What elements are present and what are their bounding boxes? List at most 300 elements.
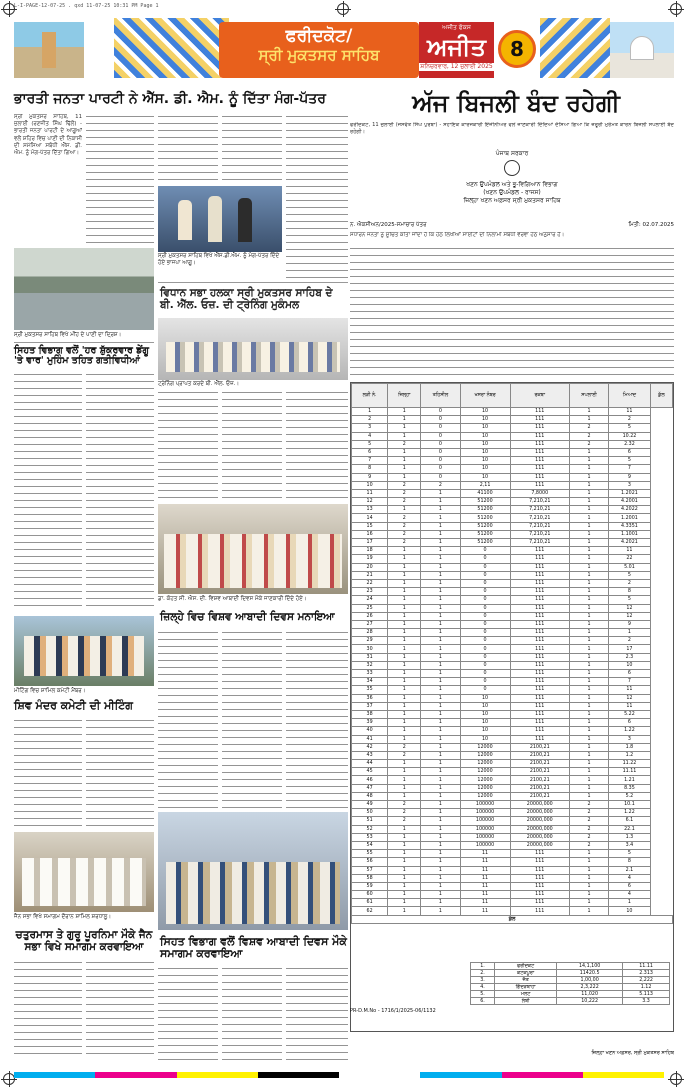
table-cell: 17 — [609, 645, 651, 653]
article-body — [286, 630, 348, 810]
table-cell: 20000,000 — [510, 841, 569, 849]
table-cell: 1 — [421, 489, 460, 497]
table-row — [352, 588, 673, 596]
table-cell: 0 — [421, 473, 460, 481]
table-cell: 1 — [388, 694, 421, 702]
table-cell: 1 — [421, 882, 460, 890]
table-cell: 111 — [510, 620, 569, 628]
table-cell: 1 — [388, 424, 421, 432]
table-cell: 0 — [460, 645, 510, 653]
table-row — [352, 866, 673, 874]
table-cell: 1 — [421, 719, 460, 727]
table-row — [352, 743, 673, 751]
table-cell: 111 — [510, 457, 569, 465]
table-row — [352, 489, 673, 497]
table-cell: 2 — [569, 432, 608, 440]
table-cell: 111 — [510, 473, 569, 481]
table-cell: 2 — [609, 579, 651, 587]
table-cell: 111 — [510, 579, 569, 587]
table-cell: 1 — [421, 727, 460, 735]
table-row — [352, 416, 673, 424]
table-cell: 2 — [388, 522, 421, 530]
table-cell: 1 — [388, 629, 421, 637]
table-cell: 1 — [421, 571, 460, 579]
table-header-row — [352, 384, 673, 408]
table-row — [352, 506, 673, 514]
table-cell: 1 — [569, 579, 608, 587]
masthead-pattern — [540, 18, 610, 78]
table-cell: 111 — [510, 555, 569, 563]
photo-caption: ਡਾ. ਕੋਹਤ ਸੀ. ਐਸ. ਦੀ. ਵਿਸ਼ਵ ਆਬਾਦੀ ਦਿਵਸ ਮੌਕੇ ਜਾਣਕਾਰੀ ਦਿੰਦੇ ਹੋਏ। — [158, 596, 307, 602]
table-cell: 1 — [569, 588, 608, 596]
color-calibration-bar — [14, 1072, 664, 1078]
table-cell: 1 — [388, 760, 421, 768]
table-row — [352, 629, 673, 637]
table-cell: 1 — [388, 620, 421, 628]
table-cell: 17 — [352, 539, 388, 547]
table-row — [352, 522, 673, 530]
table-cell: 1.1001 — [609, 530, 651, 538]
table-row — [352, 858, 673, 866]
table-cell: 1 — [569, 465, 608, 473]
table-cell: 1 — [569, 776, 608, 784]
table-cell: 1 — [421, 604, 460, 612]
table-cell: 1 — [569, 629, 608, 637]
table-cell: 11 — [460, 899, 510, 907]
summary-cell: 14,1,100 — [557, 963, 623, 970]
table-cell: 111 — [510, 547, 569, 555]
table-cell: 10.1 — [609, 801, 651, 809]
table-cell: 1.2 — [609, 751, 651, 759]
table-cell: 1 — [388, 678, 421, 686]
table-cell: 1 — [421, 801, 460, 809]
table-cell: 111 — [510, 440, 569, 448]
divider — [14, 342, 154, 343]
table-cell: 1 — [388, 473, 421, 481]
table-row — [352, 686, 673, 694]
table-cell: 12 — [609, 612, 651, 620]
table-cell: 44 — [352, 760, 388, 768]
table-cell: 100000 — [460, 817, 510, 825]
table-cell: 10 — [460, 440, 510, 448]
article-body — [158, 390, 218, 502]
article-body: ਸ੍ਰੀ ਮੁਕਤਸਰ ਸਾਹਿਬ, 11 ਜੁਲਾਈ (ਰਣਜੀਤ ਸਿੰਘ ਢਿੱਲੋਂ) - ਭਾਰਤੀ ਜਨਤਾ ਪਾਰਟੀ ਦੇ ਆਗੂਆਂ ਵਲੋਂ ਸ਼ਹਿਰ ਵਿਚ ਪਾਣੀ ਦੀ ਨਿਕਾਸੀ ਦੀ ਸਮੱਸਿਆ ਸਬੰਧੀ ਐੱਸ. ਡੀ. ਐਮ. ਨੂੰ ਮੰਗ-ਪੱਤਰ ਦਿੱਤਾ ਗਿਆ। — [14, 114, 82, 157]
table-cell: 2 — [569, 841, 608, 849]
table-cell: 1 — [388, 768, 421, 776]
table-cell: 1 — [388, 596, 421, 604]
table-cell: 2 — [388, 817, 421, 825]
table-cell: 6 — [609, 448, 651, 456]
article-body — [14, 718, 82, 826]
footer-signatory: ਜ਼ਿਲ੍ਹਾ ਖਣਨ ਅਫ਼ਸਰ, ਸ੍ਰੀ ਮੁਕਤਸਰ ਸਾਹਿਬ — [591, 1050, 674, 1056]
table-cell: 1 — [569, 448, 608, 456]
summary-cell: 2,3,222 — [557, 984, 623, 991]
photo-waterlogging — [14, 248, 154, 330]
table-cell: 1 — [421, 743, 460, 751]
article-body — [86, 372, 154, 610]
table-cell: 6 — [352, 448, 388, 456]
table-cell: 1 — [569, 522, 608, 530]
table-cell: 1 — [421, 661, 460, 669]
paper-logo — [419, 22, 494, 78]
table-cell: 111 — [510, 432, 569, 440]
table-cell: 2100,21 — [510, 768, 569, 776]
table-row — [352, 768, 673, 776]
notice-date: ਮਿਤੀ: 02.07.2025 — [628, 222, 674, 228]
table-cell: 2 — [388, 743, 421, 751]
table-cell: 111 — [510, 604, 569, 612]
table-cell: 1 — [388, 506, 421, 514]
table-cell: 0 — [460, 670, 510, 678]
table-header-cell: ਰਕਬਾ — [510, 384, 569, 408]
table-cell: 1 — [421, 670, 460, 678]
table-cell: 1 — [421, 792, 460, 800]
edition-line2: ਸ੍ਰੀ ਮੁਕਤਸਰ ਸਾਹਿਬ — [258, 46, 380, 64]
table-cell: 1.21 — [609, 776, 651, 784]
table-cell: 1 — [569, 751, 608, 759]
headline-jain: ਚਤੁਰਮਾਸ ਤੇ ਗੁਰੂ ਪੂਰਨਿਮਾ ਮੌਕੇ ਜੈਨ ਸਭਾ ਵਿਖੇ ਸਮਾਗਮ ਕਰਵਾਇਆ — [15, 929, 153, 953]
headline-health-population: ਸਿਹਤ ਵਿਭਾਗ ਵਲੋਂ ਵਿਸ਼ਵ ਆਬਾਦੀ ਦਿਵਸ ਮੌਕੇ ਸਮਾਗਮ ਕਰਵਾਇਆ — [160, 935, 347, 961]
table-cell: 2100,21 — [510, 792, 569, 800]
table-cell: 111 — [510, 907, 569, 915]
table-cell: 1 — [388, 448, 421, 456]
summary-cell: 2,222 — [623, 977, 670, 984]
table-cell: 2 — [569, 809, 608, 817]
table-cell: 11 — [460, 850, 510, 858]
table-cell: 10 — [460, 719, 510, 727]
table-cell: 51200 — [460, 522, 510, 530]
table-cell: 2,11 — [460, 481, 510, 489]
table-cell: 3.4 — [609, 841, 651, 849]
summary-cell: 11420.5 — [557, 970, 623, 977]
table-cell: 12 — [352, 498, 388, 506]
table-cell: 2 — [388, 481, 421, 489]
table-row — [352, 850, 673, 858]
photo-bjp-memorandum — [158, 186, 282, 252]
table-cell: 7,210,21 — [510, 539, 569, 547]
paper-name: ਅਜੀਤ — [427, 33, 486, 61]
table-cell: 1 — [569, 907, 608, 915]
table-cell: 111 — [510, 416, 569, 424]
table-cell: 24 — [352, 596, 388, 604]
table-cell: 11 — [609, 408, 651, 416]
table-row — [352, 645, 673, 653]
table-cell: 1 — [421, 547, 460, 555]
table-cell: 2100,21 — [510, 784, 569, 792]
table-cell: 6 — [609, 670, 651, 678]
table-cell: 1 — [569, 514, 608, 522]
table-cell: 1 — [421, 637, 460, 645]
table-cell: 1 — [388, 670, 421, 678]
table-cell: 60 — [352, 891, 388, 899]
table-cell: 1 — [421, 506, 460, 514]
table-cell: 1 — [421, 899, 460, 907]
table-cell: 1 — [569, 882, 608, 890]
table-cell: 1 — [421, 891, 460, 899]
table-cell: 10 — [460, 465, 510, 473]
table-cell: 1 — [388, 408, 421, 416]
table-cell: 1 — [421, 678, 460, 686]
table-cell: 1 — [421, 653, 460, 661]
table-cell: 51200 — [460, 539, 510, 547]
table-cell: 0 — [421, 424, 460, 432]
table-cell: 1 — [421, 776, 460, 784]
notice-office-sub: (ਖਣਨ ਉਪਮੰਡਲ - ਰਾਜਸ) — [483, 189, 541, 196]
table-cell: 0 — [421, 416, 460, 424]
table-cell: 0 — [460, 686, 510, 694]
table-cell: 111 — [510, 571, 569, 579]
table-row — [352, 620, 673, 628]
table-cell: 1 — [421, 702, 460, 710]
photo-meeting — [14, 616, 154, 686]
table-cell: 1 — [421, 596, 460, 604]
table-header-cell: ਖਸਰਾ ਨੰਬਰ — [460, 384, 510, 408]
table-cell: 4.2021 — [609, 539, 651, 547]
summary-cell: 1.12 — [623, 984, 670, 991]
table-row — [352, 604, 673, 612]
table-cell: 1 — [569, 506, 608, 514]
table-cell: 1 — [388, 465, 421, 473]
table-cell: 111 — [510, 702, 569, 710]
table-cell: 8 — [352, 465, 388, 473]
table-cell: 111 — [510, 408, 569, 416]
table-cell: 111 — [510, 891, 569, 899]
table-cell: 1 — [388, 858, 421, 866]
table-cell: 0 — [460, 563, 510, 571]
table-cell: 2 — [388, 539, 421, 547]
table-cell: 22.1 — [609, 825, 651, 833]
article-body-cont — [158, 114, 218, 184]
table-cell: 1 — [421, 579, 460, 587]
table-cell: 23 — [352, 588, 388, 596]
table-cell: 11 — [460, 858, 510, 866]
table-total-label: ਕੁੱਲ — [352, 915, 673, 923]
table-cell: 2 — [388, 498, 421, 506]
table-cell: 6 — [609, 882, 651, 890]
table-cell: 10 — [460, 416, 510, 424]
table-header-cell: ਤਹਿਸੀਲ — [421, 384, 460, 408]
table-cell: 1 — [569, 555, 608, 563]
table-cell: 1 — [388, 727, 421, 735]
table-cell: 12 — [609, 694, 651, 702]
table-cell: 12 — [609, 604, 651, 612]
table-row — [352, 596, 673, 604]
table-cell: 1 — [569, 670, 608, 678]
table-cell: 40 — [352, 727, 388, 735]
table-cell: 111 — [510, 719, 569, 727]
table-cell: 51200 — [460, 514, 510, 522]
table-cell: 1 — [421, 612, 460, 620]
table-cell: 1.22 — [609, 727, 651, 735]
table-row — [352, 891, 673, 899]
table-cell: 3 — [352, 424, 388, 432]
table-cell: 26 — [352, 612, 388, 620]
table-cell: 2100,21 — [510, 751, 569, 759]
table-cell: 1 — [388, 612, 421, 620]
table-cell: 4 — [352, 432, 388, 440]
table-cell: 6 — [609, 719, 651, 727]
table-cell: 12000 — [460, 792, 510, 800]
table-cell: 41100 — [460, 489, 510, 497]
summary-table — [470, 962, 670, 1005]
article-body — [158, 966, 218, 1062]
notice-office: ਖਣਨ ਉਪਮੰਡਲ ਅਤੇ ਭੂ-ਵਿਗਿਆਨ ਵਿਭਾਗ — [466, 181, 558, 188]
table-cell: 10 — [460, 457, 510, 465]
photo-population-day — [158, 504, 348, 594]
table-total-row — [352, 915, 673, 923]
table-cell: 1 — [569, 866, 608, 874]
table-cell: 1 — [388, 866, 421, 874]
table-cell: 1 — [388, 735, 421, 743]
table-cell: 0 — [421, 457, 460, 465]
table-cell: 20 — [352, 563, 388, 571]
summary-cell: ਲੰਬੀ — [494, 998, 556, 1005]
table-cell: 10 — [460, 432, 510, 440]
table-cell: 1 — [569, 416, 608, 424]
table-cell: 54 — [352, 841, 388, 849]
table-cell: 1 — [388, 702, 421, 710]
table-cell: 2 — [421, 481, 460, 489]
table-cell: 1 — [388, 604, 421, 612]
table-cell: 5 — [609, 424, 651, 432]
photo-caption: ਜੈਨ ਸਭਾ ਵਿਖੇ ਸਮਾਗਮ ਦੌਰਾਨ ਸ਼ਾਮਿਲ ਸ਼ਰਧਾਲੂ। — [14, 914, 112, 920]
table-cell: 1.2021 — [609, 489, 651, 497]
photo-caption: ਸ੍ਰੀ ਮੁਕਤਸਰ ਸਾਹਿਬ ਵਿਖੇ ਮੀਂਹ ਦੇ ਪਾਣੀ ਦਾ ਦ੍ਰਿਸ਼। — [14, 332, 122, 338]
table-row — [352, 760, 673, 768]
table-cell: 2 — [388, 530, 421, 538]
table-cell: 51 — [352, 817, 388, 825]
table-cell: 2 — [388, 801, 421, 809]
notice-body: ਸਧਾਰਨ ਜਨਤਾ ਨੂੰ ਸੂਚਿਤ ਕੀਤਾ ਜਾਂਦਾ ਹੈ ਕਿ ਹੇਠ ਲਿਖੀਆਂ ਸਾਈਟਾਂ ਦੀ ਨਿਲਾਮੀ ਸਬੰਧੀ ਵੇਰਵਾ ਹੇਠ ਅਨੁਸਾਰ ਹੈ। — [350, 232, 565, 238]
summary-row — [471, 963, 670, 970]
table-cell: 11 — [609, 547, 651, 555]
table-row — [352, 784, 673, 792]
table-row — [352, 530, 673, 538]
table-cell: 20000,000 — [510, 809, 569, 817]
table-cell: 1 — [569, 661, 608, 669]
table-cell: 1 — [421, 563, 460, 571]
table-cell: 0 — [421, 408, 460, 416]
article-body — [222, 630, 282, 810]
table-cell: 0 — [460, 661, 510, 669]
table-cell: 111 — [510, 645, 569, 653]
table-row — [352, 841, 673, 849]
summary-cell: 3.3 — [623, 998, 670, 1005]
notice-body-cont — [350, 246, 674, 378]
issue-date: ਸ਼ਨਿਚਰਵਾਰ, 12 ਜੁਲਾਈ 2025 — [420, 63, 493, 70]
table-cell: 3 — [609, 481, 651, 489]
table-cell: 1 — [388, 710, 421, 718]
summary-cell: 1. — [471, 963, 495, 970]
table-cell: 1 — [388, 792, 421, 800]
table-cell: 48 — [352, 792, 388, 800]
table-cell: 1 — [569, 539, 608, 547]
table-row — [352, 539, 673, 547]
summary-cell: 5.113 — [623, 991, 670, 998]
table-cell: 41 — [352, 735, 388, 743]
table-cell: 11 — [609, 702, 651, 710]
summary-row — [471, 998, 670, 1005]
table-cell: 6.1 — [609, 817, 651, 825]
table-cell: 57 — [352, 866, 388, 874]
masthead-photo-fort — [14, 22, 84, 78]
table-cell: 1 — [569, 530, 608, 538]
table-cell: 2.32 — [609, 440, 651, 448]
edition-banner — [219, 22, 419, 78]
table-cell: 39 — [352, 719, 388, 727]
table-cell: 12000 — [460, 743, 510, 751]
table-cell: 10 — [460, 735, 510, 743]
table-cell: 1 — [569, 719, 608, 727]
table-cell: 0 — [460, 620, 510, 628]
table-cell: 37 — [352, 702, 388, 710]
article-body — [86, 960, 154, 1060]
table-cell: 111 — [510, 424, 569, 432]
table-cell: 1 — [388, 882, 421, 890]
table-row — [352, 498, 673, 506]
summary-cell: ਮਲੋਟ — [494, 991, 556, 998]
table-cell: 10 — [460, 473, 510, 481]
table-cell: 1.22 — [609, 809, 651, 817]
table-cell: 1 — [421, 710, 460, 718]
masthead-pattern — [114, 18, 229, 78]
left-section — [14, 90, 348, 1065]
table-cell: 100000 — [460, 801, 510, 809]
table-row — [352, 817, 673, 825]
table-cell: 1 — [609, 629, 651, 637]
table-row — [352, 702, 673, 710]
table-cell: 0 — [421, 432, 460, 440]
table-cell: 12000 — [460, 768, 510, 776]
table-cell: 55 — [352, 850, 388, 858]
table-header-cell: ਲੜੀ ਨੰ. — [352, 384, 388, 408]
article-body-cont — [222, 114, 282, 184]
table-cell: 1 — [421, 841, 460, 849]
table-cell: 8 — [609, 858, 651, 866]
table-cell: 1 — [569, 498, 608, 506]
table-row — [352, 907, 673, 915]
table-cell: 1 — [388, 432, 421, 440]
table-cell: 111 — [510, 653, 569, 661]
table-row — [352, 874, 673, 882]
table-cell: 5 — [609, 596, 651, 604]
table-cell: 9 — [609, 620, 651, 628]
photo-jain-sabha — [14, 832, 154, 912]
summary-cell: 2. — [471, 970, 495, 977]
table-cell: 1 — [569, 678, 608, 686]
table-cell: 0 — [460, 678, 510, 686]
table-cell: 1 — [569, 702, 608, 710]
headline-bjp: ਭਾਰਤੀ ਜਨਤਾ ਪਾਰਟੀ ਨੇ ਐੱਸ. ਡੀ. ਐਮ. ਨੂੰ ਦਿੱਤਾ ਮੰਗ-ਪੱਤਰ — [14, 91, 326, 107]
table-cell: 7,8000 — [510, 489, 569, 497]
table-cell: 1 — [569, 563, 608, 571]
table-cell: 1 — [421, 620, 460, 628]
table-cell: 7,210,21 — [510, 498, 569, 506]
table-cell: 20000,000 — [510, 801, 569, 809]
table-cell: 1 — [421, 645, 460, 653]
table-cell: 2 — [569, 801, 608, 809]
summary-row — [471, 970, 670, 977]
table-cell: 1.8 — [609, 743, 651, 751]
table-cell: 1 — [388, 833, 421, 841]
photo-caption: ਸ੍ਰੀ ਮੁਕਤਸਰ ਸਾਹਿਬ ਵਿਖੇ ਐੱਸ.ਡੀ.ਐਮ. ਨੂੰ ਮੰਗ-ਪੱਤਰ ਦਿੰਦੇ ਹੋਏ ਭਾਜਪਾ ਆਗੂ। — [158, 253, 280, 266]
article-body — [286, 390, 348, 502]
table-cell: 2100,21 — [510, 760, 569, 768]
table-cell: 111 — [510, 465, 569, 473]
table-cell: 27 — [352, 620, 388, 628]
summary-cell: 2.313 — [623, 970, 670, 977]
table-cell: 10 — [609, 907, 651, 915]
